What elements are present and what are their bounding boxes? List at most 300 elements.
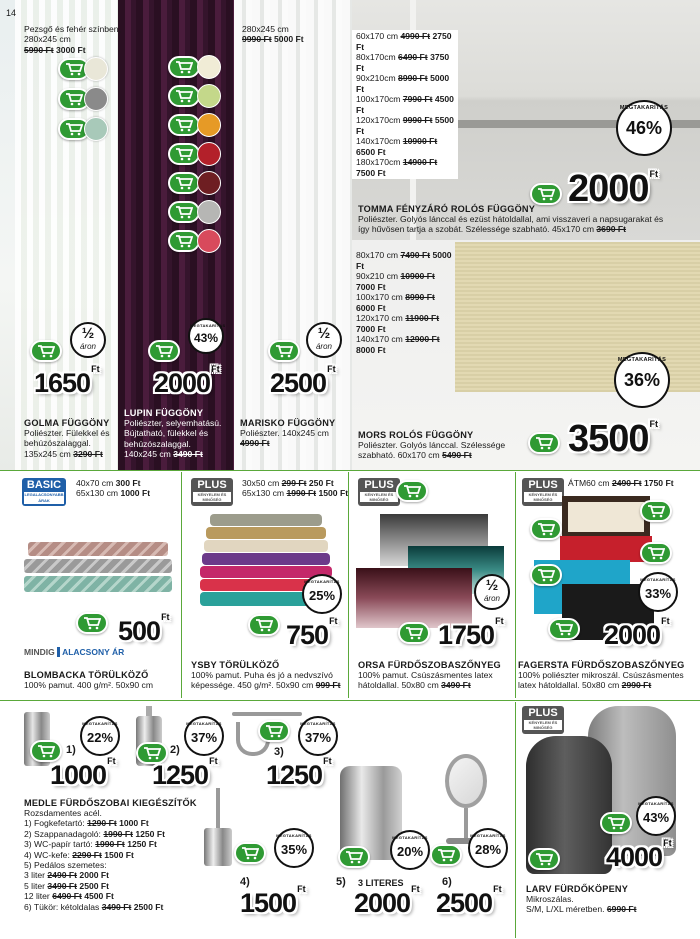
orsa-cart-button[interactable]: [398, 622, 430, 644]
fagersta-row-old: 2490 Ft: [611, 478, 642, 488]
towel-stack-image: [24, 542, 172, 600]
medle-badge-5-pct: 20%: [396, 844, 424, 859]
fagersta-row-new: 1750 Ft: [643, 478, 674, 488]
marisko-cart-button[interactable]: [268, 340, 300, 362]
golma-desc2: behúzószalaggal.: [24, 438, 91, 449]
lupin-price-cart-button[interactable]: [148, 340, 180, 362]
marisko-text-block: [240, 418, 350, 449]
ysby-title: YSBY TÖRÜLKÖZŐ: [191, 660, 280, 670]
mors-price: [568, 418, 658, 461]
cart-icon: [647, 546, 665, 560]
tomma-row: [356, 115, 454, 136]
tomma-row-size: 100x170cm: [356, 94, 401, 104]
mors-row: [356, 271, 452, 292]
larv-price: [606, 838, 672, 873]
golma-title: GOLMA FÜGGÖNY: [24, 418, 110, 428]
medle-desc0: Rozsdamentes acél.: [24, 808, 102, 818]
mors-row-old: 8990 Ft: [405, 292, 435, 302]
mors-savings-label: MEGTAKARÍTÁS: [617, 357, 667, 363]
marisko-half-text: áron: [315, 342, 332, 351]
medle-badge-6-label: MEGTAKARÍTÁS: [470, 833, 506, 838]
divider-bottom-col: [515, 702, 516, 938]
medle-item-new: 4500 Ft: [84, 891, 114, 902]
marisko-price: [270, 364, 336, 399]
medle-num-3: 3): [274, 746, 284, 758]
mors-price-currency: Ft: [649, 419, 659, 430]
medle-badge-5-label: MEGTAKARÍTÁS: [392, 835, 428, 840]
medle-badge-4-label: MEGTAKARÍTÁS: [276, 833, 312, 838]
lupin-cart-button-5[interactable]: [168, 172, 200, 194]
lupin-swatch-lime[interactable]: [197, 84, 221, 108]
basic-logo-sub: LEGALACSONYABB ÁRAK: [24, 492, 64, 503]
medle-price-5: [354, 884, 420, 919]
lupin-savings-pct: 43%: [193, 331, 219, 345]
medle-badge-1-label: MEGTAKARÍTÁS: [82, 721, 118, 726]
larv-plus-logo: [522, 706, 564, 734]
golma-swatch-gray[interactable]: [84, 87, 108, 111]
medle-item-label: 5) Pedálos szemetes:: [24, 860, 107, 871]
ysby-text-block: [191, 660, 347, 691]
fagersta-rug-red: [560, 536, 652, 562]
mors-row: [356, 313, 452, 334]
lupin-desc4: 140x245 cm: [124, 449, 171, 460]
fagersta-savings-pct: 33%: [644, 586, 672, 601]
medle-badge-6: [468, 828, 508, 868]
medle-item-old: 1290 Ft: [87, 818, 117, 829]
blomback-desc1: 100% pamut. 400 g/m². 50x90 cm: [24, 680, 153, 690]
orsa-price: [438, 616, 504, 651]
tomma-cart-button[interactable]: [530, 183, 562, 205]
cart-icon: [37, 344, 55, 358]
mors-row-size: 90x210 cm: [356, 271, 399, 281]
orsa-rug-image-3: [356, 568, 472, 628]
ysby-price-value: 750: [286, 620, 329, 650]
fagersta-text-block: [518, 660, 698, 691]
blomback-row-new: 1000 Ft: [120, 488, 151, 499]
medle-badge-3-pct: 37%: [304, 730, 332, 745]
mindig-text: MINDIG: [24, 647, 55, 657]
medle-badge-2-label: MEGTAKARÍTÁS: [186, 721, 222, 726]
medle-text-block: [24, 798, 204, 912]
tomma-savings-pct: 46%: [625, 118, 663, 138]
orsa-desc-old: 3490 Ft: [441, 680, 471, 691]
orsa-half-symbol: ½: [485, 577, 499, 594]
tomma-row: [356, 52, 454, 73]
tomma-row-new: 6500 Ft: [356, 146, 386, 157]
mors-row-new: 7000 Ft: [356, 323, 386, 334]
orsa-price-currency: Ft: [495, 616, 504, 626]
larv-price-currency: Ft: [663, 838, 672, 848]
medle-item: [24, 839, 204, 849]
medle-liters-label: 3 LITERES: [358, 878, 404, 888]
fagersta-desc-old: 2990 Ft: [621, 680, 652, 691]
toilet-brush-image: [204, 788, 232, 866]
golma-intro: [24, 24, 124, 55]
fagersta-title: FAGERSTA FÜRDŐSZOBASZŐNYEG: [518, 660, 685, 670]
ysby-row-size: 30x50 cm: [242, 478, 280, 488]
tomma-row-old: 7990 Ft: [402, 94, 433, 104]
cart-icon: [555, 622, 573, 636]
fagersta-savings-badge: [638, 572, 678, 612]
orsa-cart-top[interactable]: [396, 480, 428, 502]
divider-col1: [181, 472, 182, 698]
medle-title: MEDLE FÜRDŐSZOBAI KIEGÉSZÍTŐK: [24, 798, 197, 808]
ysby-desc2: képessége. 450 g/m². 50x90 cm: [191, 680, 314, 691]
lupin-swatch-pink[interactable]: [197, 229, 221, 253]
lupin-swatch-orange[interactable]: [197, 113, 221, 137]
mors-row-old: 10900 Ft: [400, 271, 435, 281]
tomma-row-old: 8990 Ft: [398, 73, 428, 83]
ysby-cart-button[interactable]: [248, 614, 280, 636]
tomma-savings-badge: [616, 100, 672, 156]
lupin-desc3: behúzószalaggal.: [124, 438, 191, 449]
basic-logo-text: BASIC: [26, 479, 62, 491]
fagersta-desc2: latex hátoldallal. 50x80 cm: [518, 680, 620, 691]
tomma-desc2: így hűvösen tartja a szobát. Szélessége szabható. 45x170 cm: [358, 224, 594, 235]
lupin-swatch-brown[interactable]: [197, 171, 221, 195]
orsa-desc1: 100% pamut. Csúszásmentes latex: [358, 670, 493, 680]
orsa-plus-logo: [358, 478, 400, 506]
lupin-swatch-silver[interactable]: [197, 200, 221, 224]
fagersta-cart-4[interactable]: [530, 564, 562, 586]
cart-icon: [175, 118, 193, 132]
fagersta-desc1: 100% poliészter mikroszál. Csúszásmentes: [518, 670, 684, 680]
tomma-row: [356, 73, 454, 94]
lupin-desc2: Bújtatható, fülekkel és: [124, 428, 209, 439]
ysby-plus-sub: KÉNYELEM ÉS MINŐSÉG: [193, 492, 231, 502]
cart-icon: [175, 205, 193, 219]
cart-icon: [155, 344, 173, 358]
marisko-half-symbol: ½: [317, 325, 331, 342]
medle-price-3: [266, 756, 332, 791]
golma-price-cart-button[interactable]: [30, 340, 62, 362]
medle-item-old: 3490 Ft: [47, 880, 78, 891]
golma-price-currency: Ft: [91, 364, 100, 374]
orsa-desc2: hátoldallal. 50x80 cm: [358, 680, 439, 691]
golma-price: [34, 364, 100, 399]
fagersta-rug-cream: [562, 496, 650, 538]
orsa-plus-text: PLUS: [364, 479, 394, 491]
fagersta-price-currency: Ft: [661, 616, 670, 626]
marisko-desc1: Poliészter. 140x245 cm: [240, 428, 329, 438]
medle-badge-3: [298, 716, 338, 756]
fagersta-plus-sub: KÉNYELEM ÉS MINŐSÉG: [524, 492, 562, 502]
larv-savings-label: MEGTAKARÍTÁS: [638, 801, 674, 806]
tomma-row-old: 6490 Ft: [398, 52, 428, 62]
tomma-desc1: Poliészter. Golyós lánccal és ezüst hátoldallal, ami visszaveri a napsugarakat és: [358, 214, 664, 224]
medle-item-new: 1250 Ft: [127, 839, 157, 850]
lupin-desc-old: 3490 Ft: [173, 449, 203, 460]
cart-icon: [143, 746, 161, 760]
cart-icon: [537, 187, 555, 201]
medle-cart-5[interactable]: [338, 846, 370, 868]
medle-item-new: 1250 Ft: [135, 828, 165, 839]
medle-badge-4: [274, 828, 314, 868]
tomma-row-new: 5000 Ft: [356, 73, 450, 94]
mors-row-size: 100x170 cm: [356, 292, 403, 302]
cart-icon: [537, 568, 555, 582]
tomma-row: [356, 157, 454, 178]
mors-row-old: 12900 Ft: [405, 334, 440, 344]
medle-item: [24, 850, 204, 860]
fagersta-cart-5[interactable]: [548, 618, 580, 640]
medle-price-6-currency: Ft: [493, 884, 502, 894]
medle-badge-4-pct: 35%: [280, 842, 308, 857]
cart-icon: [175, 234, 193, 248]
tomma-row-size: 90x210cm: [356, 73, 396, 83]
medle-price-4-currency: Ft: [297, 884, 306, 894]
cart-icon: [405, 626, 423, 640]
golma-new-price: 3000 Ft: [56, 44, 86, 55]
golma-swatch-mint[interactable]: [84, 117, 108, 141]
lupin-swatch-red[interactable]: [197, 142, 221, 166]
medle-item-new: 2500 Ft: [79, 880, 110, 891]
blomback-title: BLOMBACKA TÖRÜLKÖZŐ: [24, 670, 149, 680]
orsa-half-price-badge: [474, 574, 510, 610]
cart-icon: [175, 89, 193, 103]
mors-row: [356, 250, 452, 271]
medle-item-label: 2) Szappanadagoló:: [24, 828, 101, 839]
cart-icon: [65, 92, 83, 106]
medle-badge-2-pct: 37%: [190, 730, 218, 745]
lupin-cart-button-7[interactable]: [168, 230, 200, 252]
medle-cart-4[interactable]: [234, 842, 266, 864]
page-number: 14: [6, 8, 17, 18]
blomback-cart-button[interactable]: [76, 612, 108, 634]
golma-price-value: 1650: [34, 368, 91, 398]
golma-old-price: 5990 Ft: [24, 44, 54, 55]
cart-icon: [175, 176, 193, 190]
blomback-price-value: 500: [118, 616, 161, 646]
blomback-row-new: 300 Ft: [115, 478, 141, 488]
ysby-desc-old: 999 Ft: [315, 680, 341, 691]
larv-price-value: 4000: [606, 842, 663, 872]
medle-item-old: 2490 Ft: [47, 870, 78, 881]
golma-swatch-champagne[interactable]: [84, 57, 108, 81]
larv-title: LARV FÜRDŐKÖPENY: [526, 884, 629, 894]
golma-intro-text: Pezsgő és fehér színben,: [24, 24, 121, 34]
medle-item-old: 3490 Ft: [101, 901, 132, 912]
fagersta-plus-logo: [522, 478, 564, 506]
larv-desc1: Mikroszálas.: [526, 894, 574, 904]
mors-row-new: 6000 Ft: [356, 302, 386, 313]
mors-price-value: 3500: [568, 418, 649, 460]
lupin-cart-button-6[interactable]: [168, 201, 200, 223]
ysby-row-new: 250 Ft: [308, 478, 334, 488]
tomma-text-block: [358, 204, 698, 235]
tomma-price-list: [352, 30, 458, 179]
lupin-title: LUPIN FÜGGÖNY: [124, 408, 204, 418]
cart-icon: [83, 616, 101, 630]
medle-item: [24, 818, 204, 828]
mors-title: MORS ROLÓS FÜGGÖNY: [358, 430, 474, 440]
ysby-row-old: 299 Ft: [281, 478, 307, 488]
orsa-text-block: [358, 660, 514, 691]
marisko-new-price: 5000 Ft: [274, 34, 304, 45]
medle-badge-6-pct: 28%: [474, 842, 502, 857]
medle-badge-5: [390, 830, 430, 870]
ysby-row-size: 65x130 cm: [242, 488, 285, 499]
medle-item-label: 1) Fogkefetartó:: [24, 818, 85, 829]
marisko-old-price: 9990 Ft: [242, 34, 272, 45]
larv-plus-sub: KÉNYELEM ÉS MINŐSÉG: [524, 720, 562, 730]
medle-num-4: 4): [240, 876, 250, 888]
fagersta-cart-2[interactable]: [530, 518, 562, 540]
medle-price-4-value: 1500: [240, 888, 297, 918]
cart-icon: [175, 147, 193, 161]
fagersta-cart-1[interactable]: [640, 500, 672, 522]
mors-text-block: [358, 430, 518, 461]
marisko-intro: [242, 24, 304, 45]
medle-item: [24, 881, 204, 891]
larv-desc-old: 6990 Ft: [606, 904, 637, 915]
cart-icon: [647, 504, 665, 518]
mors-row-new: 7000 Ft: [356, 281, 386, 292]
mors-savings-pct: 36%: [623, 370, 661, 390]
marisko-size: 280x245 cm: [242, 24, 289, 34]
medle-item-new: 1500 Ft: [104, 849, 134, 860]
golma-half-text: áron: [79, 342, 96, 351]
blomback-price: [118, 612, 170, 647]
blomback-price-list: [76, 478, 150, 499]
medle-num-2: 2): [170, 744, 180, 756]
medle-price-2-currency: Ft: [209, 756, 218, 766]
ysby-plus-logo: [191, 478, 233, 506]
medle-price-5-currency: Ft: [411, 884, 420, 894]
medle-num-6: 6): [442, 876, 452, 888]
tomma-row-new: 5500 Ft: [356, 115, 454, 136]
medle-item-new: 2500 Ft: [133, 901, 164, 912]
fagersta-plus-text: PLUS: [528, 479, 558, 491]
medle-cart-1[interactable]: [30, 740, 62, 762]
blomback-price-currency: Ft: [161, 612, 170, 622]
tomma-price-currency: Ft: [649, 169, 659, 180]
cart-icon: [175, 60, 193, 74]
cart-icon: [37, 744, 55, 758]
mors-row-size: 80x170 cm: [356, 250, 399, 260]
lupin-desc1: Poliészter, selyemhatású.: [124, 418, 222, 428]
divider-top: [0, 470, 700, 471]
mors-row: [356, 334, 452, 355]
tomma-row-new: 2750 Ft: [356, 31, 452, 52]
medle-cart-6[interactable]: [430, 844, 462, 866]
lupin-cart-button-1[interactable]: [168, 56, 200, 78]
mors-desc1: Poliészter. Golyós lánccal. Szélessége: [358, 440, 506, 450]
mors-row-size: 140x170 cm: [356, 334, 403, 344]
tomma-row: [356, 31, 454, 52]
mors-row: [356, 292, 452, 313]
mors-savings-badge: [614, 352, 670, 408]
tomma-row-old: 14900 Ft: [402, 157, 438, 167]
mors-desc2: szabható. 60x170 cm: [358, 450, 440, 461]
orsa-title: ORSA FÜRDŐSZOBASZŐNYEG: [358, 660, 501, 670]
medle-num-1: 1): [66, 744, 76, 756]
medle-price-5-value: 2000: [354, 888, 411, 918]
cart-icon: [403, 484, 421, 498]
tomma-row-new: 7500 Ft: [356, 167, 386, 178]
medle-price-1-value: 1000: [50, 760, 107, 790]
medle-item-new: 2000 Ft: [79, 870, 110, 881]
tomma-row-size: 80x170cm: [356, 52, 396, 62]
fagersta-price: [604, 616, 670, 651]
lupin-swatch-cream[interactable]: [197, 55, 221, 79]
medle-item-old: 1990 Ft: [103, 828, 133, 839]
medle-price-6: [436, 884, 502, 919]
marisko-price-value: 2500: [270, 368, 327, 398]
golma-desc3: 135x245 cm: [24, 448, 71, 459]
medle-item: [24, 891, 204, 901]
larv-savings-badge: [636, 796, 676, 836]
medle-item: [24, 870, 204, 880]
tomma-price-value: 2000: [568, 168, 649, 210]
lupin-savings-badge: [188, 318, 224, 354]
tomma-row-old: 9990 Ft: [402, 115, 433, 125]
tomma-title: TOMMA FÉNYZÁRÓ ROLÓS FÜGGÖNY: [358, 204, 536, 214]
cart-icon: [255, 618, 273, 632]
medle-price-2: [152, 756, 218, 791]
cart-icon: [537, 522, 555, 536]
marisko-desc-old: 4990 Ft: [240, 438, 270, 449]
golma-text-block: [24, 418, 124, 459]
ysby-plus-text: PLUS: [197, 479, 227, 491]
orsa-price-value: 1750: [438, 620, 495, 650]
larv-cart-gray[interactable]: [600, 812, 632, 834]
tomma-row-new: 4500 Ft: [356, 94, 454, 115]
cart-icon: [265, 724, 283, 738]
marisko-half-price-badge: [306, 322, 342, 358]
marisko-curtain-image: [234, 0, 352, 470]
medle-price-1-currency: Ft: [107, 756, 116, 766]
blomback-row-size: 65x130 cm: [76, 488, 119, 499]
fagersta-cart-3[interactable]: [640, 542, 672, 564]
medle-badge-1-pct: 22%: [86, 730, 114, 745]
marisko-title: MARISKO FÜGGÖNY: [240, 418, 336, 428]
mors-cart-button[interactable]: [528, 432, 560, 454]
basic-logo: [22, 478, 66, 506]
lupin-cart-button-3[interactable]: [168, 114, 200, 136]
divider-col3: [515, 472, 516, 698]
cart-icon: [607, 816, 625, 830]
medle-badge-2: [184, 716, 224, 756]
larv-cart-dark[interactable]: [528, 848, 560, 870]
cart-icon: [65, 62, 83, 76]
cart-icon: [345, 850, 363, 864]
medle-badge-3-label: MEGTAKARÍTÁS: [300, 721, 336, 726]
golma-half-price-badge: [70, 322, 106, 358]
tomma-row-old: 4990 Ft: [400, 31, 431, 41]
fagersta-price-value: 2000: [604, 620, 661, 650]
mors-row-new: 8000 Ft: [356, 344, 386, 355]
medle-cart-3[interactable]: [258, 720, 290, 742]
lupin-cart-button-4[interactable]: [168, 143, 200, 165]
medle-item-old: 1990 Ft: [95, 839, 125, 850]
cart-icon: [535, 852, 553, 866]
alacsony-text: ALACSONY ÁR: [57, 647, 124, 657]
tomma-savings-label: MEGTAKARÍTÁS: [619, 105, 669, 111]
lupin-savings-label: MEGTAKARÍTÁS: [190, 323, 226, 328]
medle-price-2-value: 1250: [152, 760, 209, 790]
lupin-cart-button-2[interactable]: [168, 85, 200, 107]
mors-row-old: 7490 Ft: [400, 250, 431, 260]
medle-item-label: 3) WC-papír tartó:: [24, 839, 93, 850]
lupin-price: [154, 364, 220, 399]
fagersta-row-size: ÁTM60 cm: [568, 478, 610, 488]
golma-desc-old: 3290 Ft: [73, 448, 103, 459]
divider-col2: [348, 472, 349, 698]
tomma-row-new: 3750 Ft: [356, 52, 450, 73]
fagersta-price-row: [568, 478, 674, 488]
larv-savings-pct: 43%: [642, 810, 670, 825]
